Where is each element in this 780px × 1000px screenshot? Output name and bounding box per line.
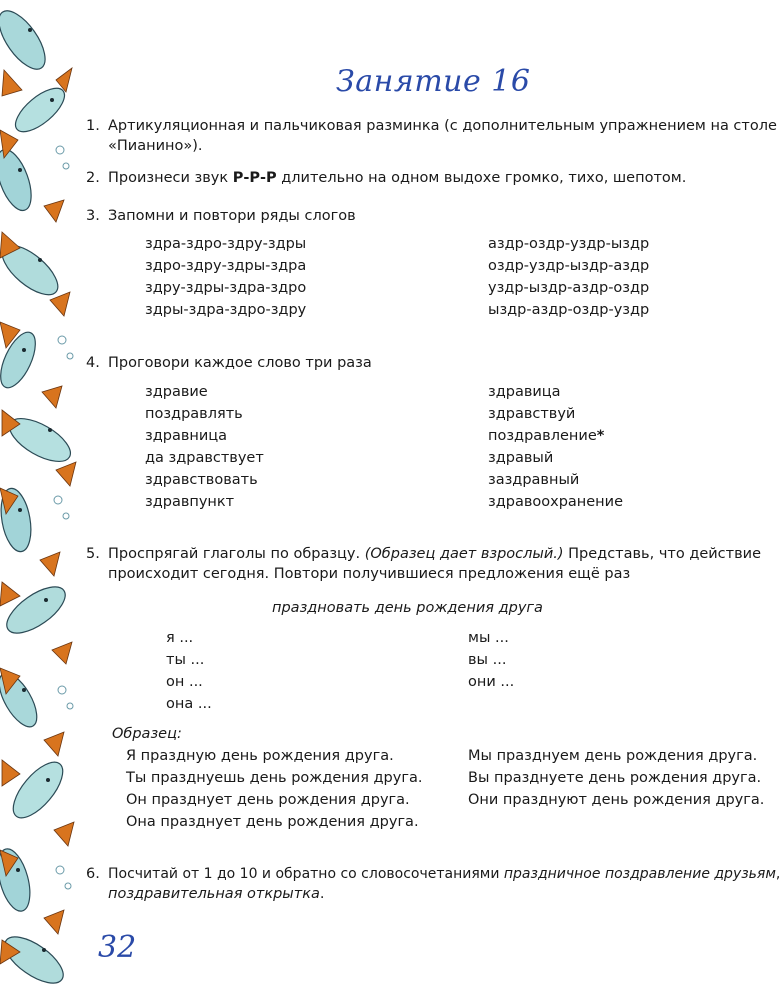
ex4-word-right-2: здравствуй [488,406,576,422]
sample-left-1: Я праздную день рождения друга. [126,748,394,764]
lesson-title: Занятие 16 [336,64,531,99]
ex6-line1 [108,864,780,884]
ex5-phrase: праздновать день рождения друга [272,600,543,616]
ex5-line2: происходит сегодня. Повтори получившиеся предложения ещё раз [108,566,631,582]
sample-right-3: Они празднуют день рождения друга. [468,792,765,808]
ex2-number: 2. [86,170,100,186]
sample-left-3: Он празднует день рождения друга. [126,792,410,808]
ex4-word-right-4: здравый [488,450,554,466]
ex4-word-right-3-text: поздравление [488,428,597,444]
pronoun-vy: вы ... [468,652,507,668]
pronoun-ya: я ... [166,630,194,646]
ex6-phrase2: поздравительная открытка [108,886,320,902]
ex4-word-right-5: заздравный [488,472,580,488]
ex4-word-left-4: да здравствует [145,450,264,466]
ex3-syllables-right-2: оздр-уздр-ыздр-аздр [488,258,650,274]
pronoun-ona: она ... [166,696,212,712]
ex3-syllables-left-1: здра-здро-здру-здры [145,236,307,252]
ex3-syllables-left-2: здро-здру-здры-здра [145,258,307,274]
ex2-pre: Произнеси звук [108,170,233,186]
ex6-number: 6. [86,866,100,882]
ex5-note: (Образец дает взрослый.) [364,546,564,562]
ex6-line2 [108,884,324,904]
ex3-syllables-right-3: уздр-ыздр-аздр-оздр [488,280,650,296]
ex5-line1 [108,544,761,564]
ex6-pre: Посчитай от 1 до 10 и обратно со словосочетаниями [108,866,504,882]
ex4-word-left-3: здравница [145,428,228,444]
ex4-word-left-5: здравствовать [145,472,258,488]
ex3-syllables-left-3: здру-здры-здра-здро [145,280,307,296]
ex3-syllables-right-1: аздр-оздр-уздр-ыздр [488,236,650,252]
ex4-word-right-6: здравоохранение [488,494,624,510]
ex6-comma: , [775,866,780,882]
ex4-word-left-2: поздравлять [145,406,243,422]
pronoun-ty: ты ... [166,652,205,668]
ex3-syllables-left-4: здры-здра-здро-здру [145,302,307,318]
sample-left-4: Она празднует день рождения друга. [126,814,419,830]
sample-right-1: Мы празднуем день рождения друга. [468,748,758,764]
pronoun-oni: они ... [468,674,515,690]
ex4-instruction: Проговори каждое слово три раза [108,355,372,371]
ex3-number: 3. [86,208,100,224]
ex4-word-right-3 [488,426,604,446]
ex6-end: . [319,886,325,902]
sample-left-2: Ты празднуешь день рождения друга. [126,770,423,786]
ex2-sound: Р-Р-Р [232,170,277,186]
ex5-pre: Проспрягай глаголы по образцу. [108,546,365,562]
ex1-number: 1. [86,118,100,134]
ex4-number: 4. [86,355,100,371]
sample-label: Образец: [112,726,182,742]
ex4-word-left-1: здравие [145,384,208,400]
footnote-star: * [596,428,605,444]
ex3-syllables-right-4: ыздр-аздр-оздр-уздр [488,302,650,318]
ex4-word-left-6: здравпункт [145,494,235,510]
ex1-line2: «Пианино»). [108,138,203,154]
ex5-number: 5. [86,546,100,562]
pronoun-my: мы ... [468,630,509,646]
ex5-post: Представь, что действие [563,546,761,562]
ex4-word-right-1: здравица [488,384,561,400]
ex2-text [108,168,686,188]
ex3-instruction: Запомни и повтори ряды слогов [108,208,356,224]
sample-right-2: Вы празднуете день рождения друга. [468,770,762,786]
ex1-line1: Артикуляционная и пальчиковая разминка (с дополнительным упражнением на столе [108,118,777,134]
pronoun-on: он ... [166,674,203,690]
page-number: 32 [98,930,137,965]
ex6-phrase1: праздничное поздравление друзьям [503,866,776,882]
ex2-post: длительно на одном выдохе громко, тихо, шепотом. [276,170,687,186]
